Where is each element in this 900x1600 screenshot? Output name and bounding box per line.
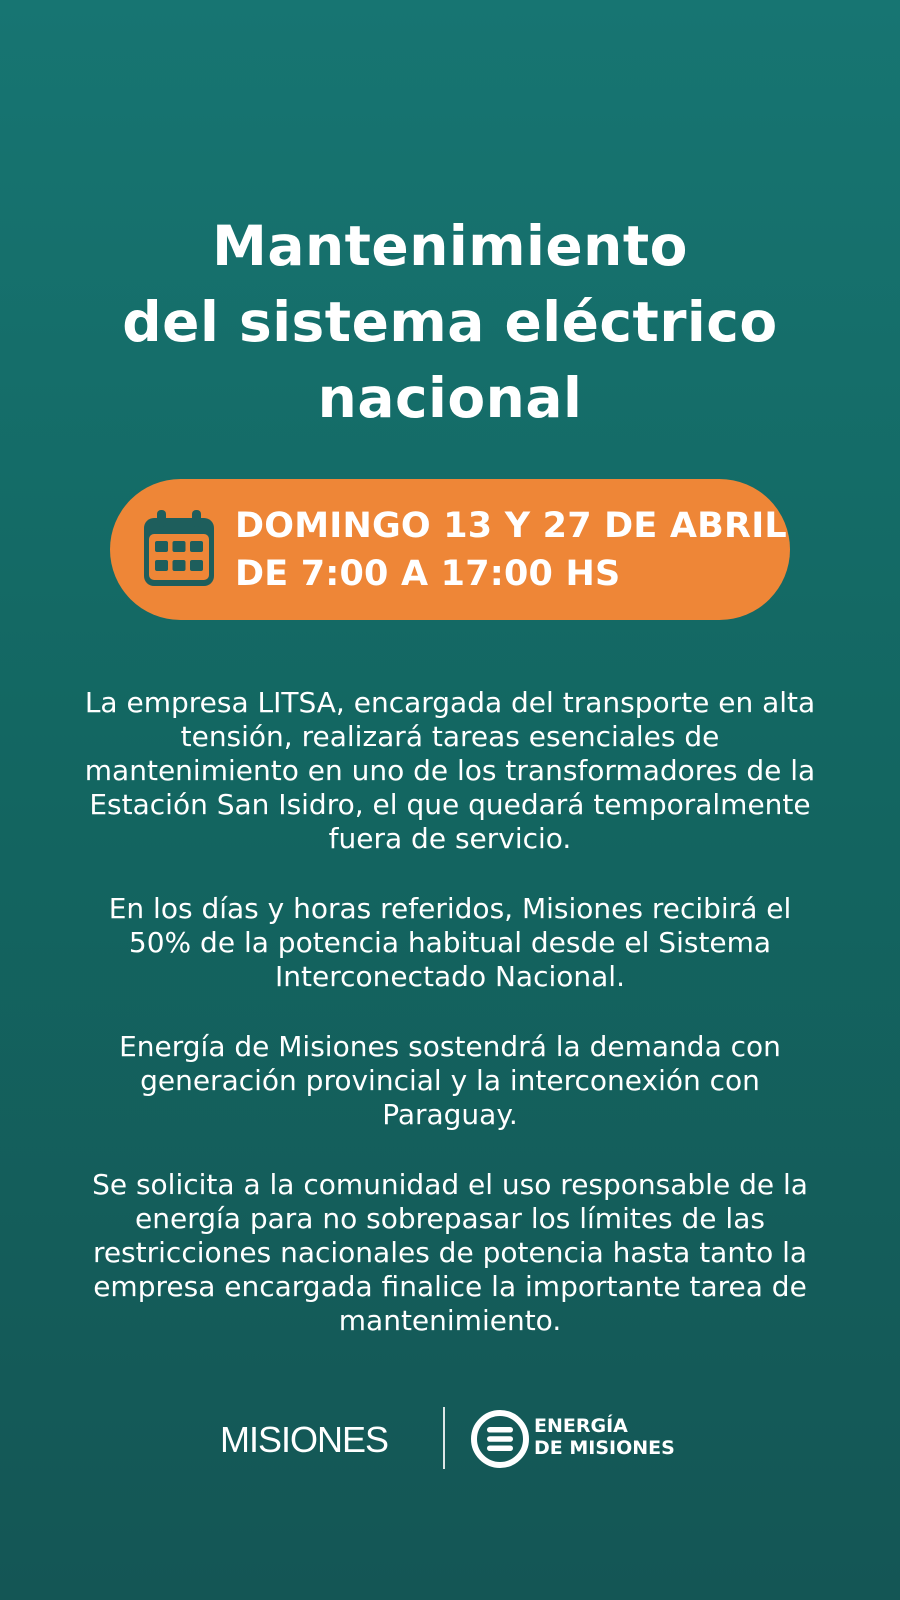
paragraph-litsa: La empresa LITSA, encargada del transporte en alta tensión, realizará tareas esenciales de mantenimiento en uno de los transformadores de la Estación San Isidro, el que quedará temporalmente fuera de servicio. [84,686,816,855]
paragraph-demanda: Energía de Misiones sostendrá la demanda con generación provincial y la interconexión con Paraguay. [119,1030,781,1131]
energia-e-logo-icon [470,1409,530,1469]
energia-line-2: DE MISIONES [534,1437,675,1459]
logo-divider [443,1407,445,1469]
title-line-3: nacional [317,366,583,430]
paragraph-solicitud: Se solicita a la comunidad el uso responsable de la energía para no sobrepasar los límites de las restricciones nacionales de potencia hasta tanto la empresa encargada finalice la importante tarea de mantenimiento. [92,1168,808,1337]
calendar-icon [140,508,218,590]
energia-line-1: ENERGÍA [534,1415,628,1437]
footer-logos [220,1405,690,1475]
misiones-logo: MISIONES [220,1419,389,1460]
schedule-date: DOMINGO 13 Y 27 DE ABRIL [235,506,787,546]
title-line-2: del sistema eléctrico [122,290,778,354]
body-text [80,686,820,1374]
title-line-1: Mantenimiento [212,214,688,278]
paragraph-potencia: En los días y horas referidos, Misiones recibirá el 50% de la potencia habitual desde el Sistema Interconectado Nacional. [108,892,792,993]
schedule-hours: DE 7:00 A 17:00 HS [235,554,621,594]
page-title [0,208,900,436]
energia-de-misiones-logo [534,1415,675,1459]
schedule-text [235,502,787,598]
